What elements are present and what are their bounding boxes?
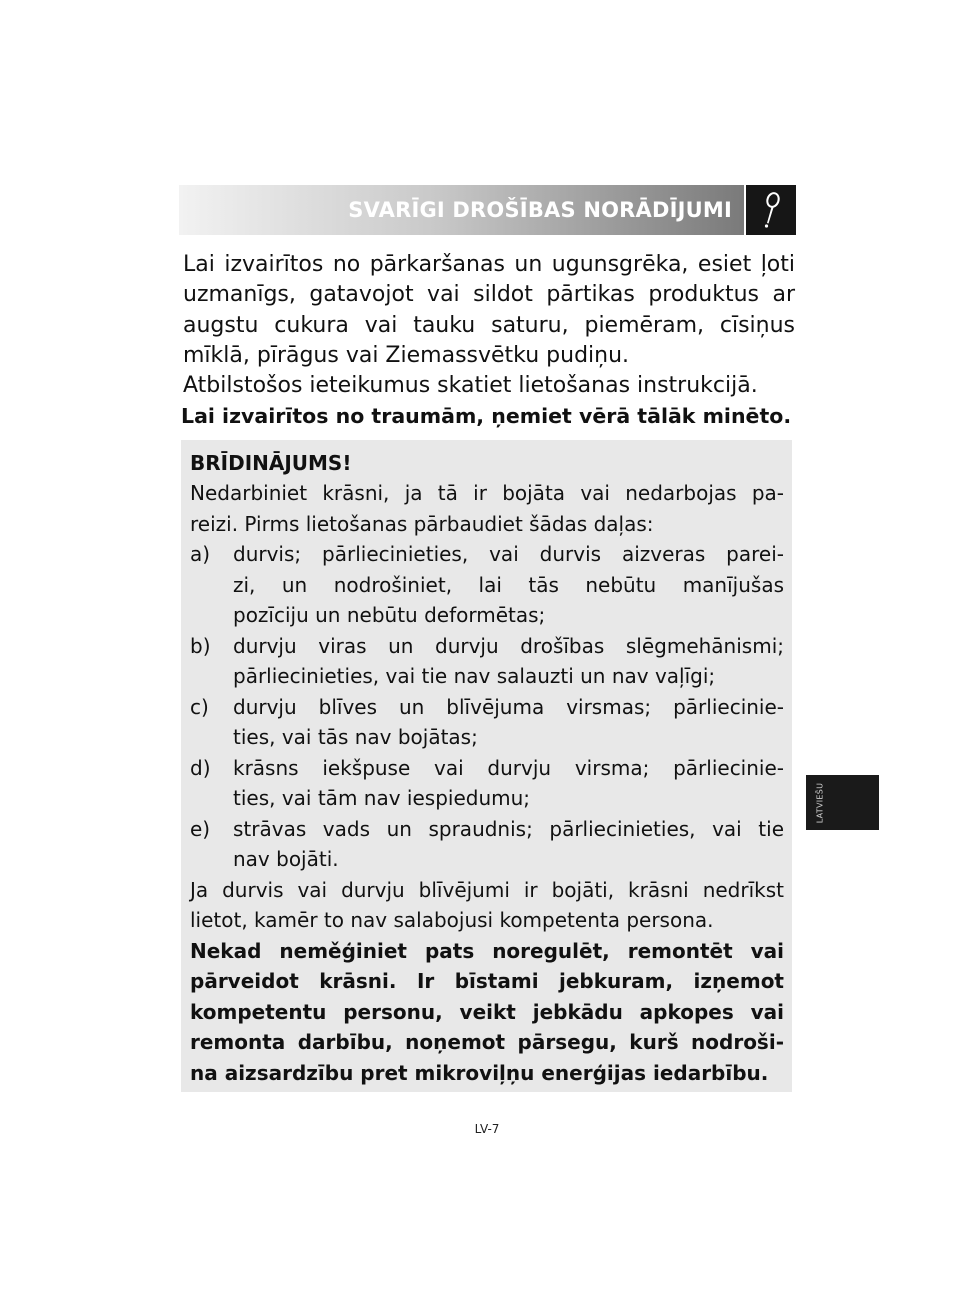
warning-bold-line: na aizsardzību pret mikroviļņu enerģijas iedarbību. (190, 1060, 769, 1085)
warning-bold-line: kompetentu personu, veikt jebkādu apkopes vai (190, 999, 784, 1024)
list-item (190, 631, 784, 692)
list-item-line: ties, vai tām nav iespiedumu; (233, 786, 531, 810)
intro-paragraph (183, 250, 795, 401)
warning-intro (190, 478, 784, 539)
list-marker: e) (190, 816, 211, 841)
warning-intro-line: Nedarbiniet krāsni, ja tā ir bojāta vai nedarbojas pa- (190, 481, 784, 505)
warning-bold-line: Nekad neměģiniet pats noregulēt, remontēt vai (190, 938, 784, 963)
warning-bold-note (190, 936, 784, 1089)
list-item (190, 692, 784, 753)
lead-statement: Lai izvairītos no traumām, ņemiet vērā tālāk minēto. (181, 404, 792, 428)
list-item-line: pozīciju un nebūtu deformētas; (233, 603, 546, 627)
list-marker: a) (190, 542, 211, 566)
warning-content (190, 448, 784, 1088)
intro-line: augstu cukura vai tauku saturu, piemēram, cīsiņus (183, 312, 795, 338)
list-item-line: durvju blīves un blīvējuma virsmas; pārliecinie- (233, 694, 784, 719)
list-marker: c) (190, 694, 209, 719)
list-item-line: zi, un nodrošiniet, lai tās nebūtu manījušas (233, 572, 784, 597)
intro-line: uzmanīgs, gatavojot vai sildot pārtikas produktus ar (183, 282, 795, 308)
warning-damage-line: lietot, kamēr to nav salabojusi kompetenta persona. (190, 908, 714, 932)
list-item-line: strāvas vads un spraudnis; pārliecinieties, vai tie (233, 816, 784, 841)
warning-damage-line: Ja durvis vai durvju blīvējumi ir bojāti, krāsni nedrīkst (190, 877, 784, 902)
language-tab (806, 775, 879, 830)
warning-heading: BRĪDINĀJUMS! (190, 451, 352, 475)
check-list (190, 539, 784, 875)
warning-bold-line: remonta darbību, noņemot pārsegu, kurš nodroši- (190, 1030, 784, 1054)
header-icon-box (746, 185, 796, 235)
warning-box (181, 440, 792, 1092)
list-item (190, 753, 784, 814)
list-item-line: pārliecinieties, vai tie nav salauzti un nav vaļīgi; (233, 664, 716, 688)
section-header-bar (179, 185, 744, 235)
section-title: SVARĪGI DROŠĪBAS NORĀDĪJUMI (348, 198, 732, 222)
list-item (190, 814, 784, 875)
list-marker: b) (190, 633, 211, 658)
page-number: LV-7 (474, 1122, 500, 1136)
info-pen-icon (746, 185, 796, 235)
warning-damage-note (190, 875, 784, 936)
list-item (190, 539, 784, 631)
list-item-line: durvju viras un durvju drošības slēgmehānismi; (233, 633, 784, 658)
intro-line: Atbilstošos ieteikumus skatiet lietošanas instrukcijā. (183, 373, 758, 399)
list-item-line: durvis; pārliecinieties, vai durvis aizveras parei- (233, 542, 784, 566)
list-item-line: krāsns iekšpuse vai durvju virsma; pārliecinie- (233, 755, 784, 780)
language-tab-label: LATVIEŠU (815, 782, 825, 823)
list-item-line: nav bojāti. (233, 847, 339, 871)
list-item-line: ties, vai tās nav bojātas; (233, 725, 478, 749)
list-marker: d) (190, 755, 211, 780)
intro-line: mīklā, pīrāgus vai Ziemassvētku pudiņu. (183, 342, 630, 368)
warning-bold-line: pārveidot krāsni. Ir bīstami jebkuram, izņemot (190, 969, 784, 993)
warning-intro-line: reizi. Pirms lietošanas pārbaudiet šādas daļas: (190, 511, 654, 536)
intro-line: Lai izvairītos no pārkaršanas un ugunsgrēka, esiet ļoti (183, 252, 795, 277)
